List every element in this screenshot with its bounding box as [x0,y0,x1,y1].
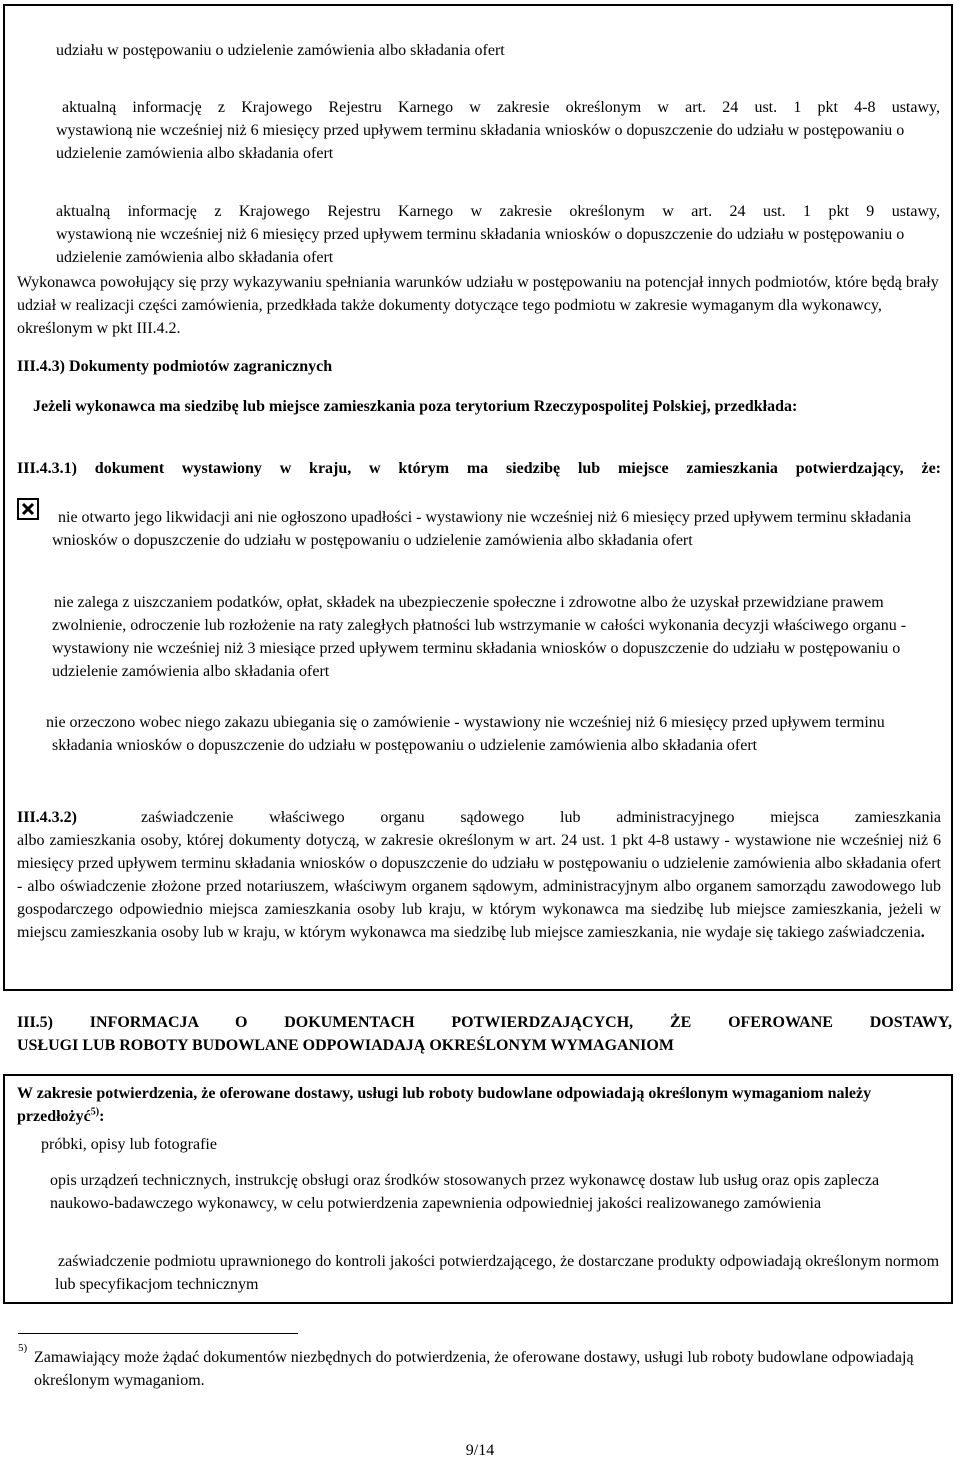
option-quality-certificate: zaświadczenie podmiotu uprawnionego do kontroli jakości potwierdzającego, że dostarczane produkty odpowiadają określonym normom lub specyfikacjom technicznym [55,1253,940,1293]
section-heading-conformity-2: USŁUGI LUB ROBOTY BUDOWLANE ODPOWIADAJĄ OKREŚLONYM WYMAGANIOM [17,1037,674,1054]
subsection-3-2-label: III.4.3.2) [17,809,78,826]
subsection-3-2-text: albo zamieszkania osoby, której dokumenty dotyczą, w zakresie określonym w art. 24 ust. 1 pkt 4-8 ustawy - wystawione nie wcześniej niż 6 miesięcy przed upływem terminu składania wniosków o dopuszczenie do udziału w postępowaniu o udzielenie zamówienia albo składania ofert - albo oświadczenie złożone przed notariuszem, właściwym organem sądowym, administracyjnym albo organem samorządu zawodowego lub gospodarczego odpowiednio miejsca zamieszkania osoby lub kraju, w którym wykonawca ma siedzibę lub miejsce zamieszkania, jeżeli w miejscu zamieszkania osoby lub w kraju, w którym wykonawca ma siedzibę lub miejsce zamieszkania, nie wydaje się takiego zaświadczenia. [17,832,941,941]
subsection-heading-3-1: III.4.3.1) dokument wystawiony w kraju, w którym ma siedzibę lub miejsce zamieszkania potwierdzający, że: [17,460,941,477]
option-samples: próbki, opisy lub fotografie [41,1136,217,1153]
section-heading-foreign: III.4.3) Dokumenty podmiotów zagranicznych [17,358,333,375]
page-number: 9/14 [465,1442,495,1459]
footnote-separator [18,1333,298,1334]
checkmark-x-icon [21,502,35,516]
option-liquidation: nie otwarto jego likwidacji ani nie ogłoszono upadłości - wystawiony nie wcześniej niż 6 miesięcy przed upływem terminu składania wniosków o dopuszczenie do udziału w postępowaniu o udzielenie zamówienia albo składania ofert [52,509,912,549]
krk-item-2-first-line: aktualną informację z Krajowego Rejestru Karnego w zakresie określonym w art. 24 ust. 1 pkt 9 ustawy, [56,203,940,220]
subsection-3-2 [17,806,941,944]
section-heading-conformity-1: III.5) INFORMACJA O DOKUMENTACH POTWIERDZAJĄCYCH, ŻE OFEROWANE DOSTAWY, [17,1014,952,1031]
footnote-mark: 5) [18,1342,28,1354]
checkbox-liquidation[interactable] [17,498,39,520]
continued-line: udziału w postępowaniu o udzielenie zamówienia albo składania ofert [56,42,505,59]
footnote-text: Zamawiający może żądać dokumentów niezbędnych do potwierdzenia, że oferowane dostawy, usługi lub roboty budowlane odpowiadają określonym wymaganiom. [34,1349,914,1389]
subsection-3-2-first-line: zaświadczenie właściwego organu sądowego lub administracyjnego miejsca zamieszkania [141,809,941,826]
option-procurement-ban: nie orzeczono wobec niego zakazu ubiegania się o zamówienie - wystawiony nie wcześniej niż 6 miesięcy przed upływem terminu składania wniosków o dopuszczenie do udziału w postępowaniu o udzielenie zamówienia albo składania ofert [46,714,885,754]
requirements-intro: W zakresie potwierdzenia, że oferowane dostawy, usługi lub roboty budowlane odpowiadają określonym wymaganiom należy przedłożyć$^{5)}$: [17,1085,872,1125]
krk-item-1-text: wystawioną nie wcześniej niż 6 miesięcy przed upływem terminu składania wniosków o dopuszczenie do udziału w postępowaniu o udzielenie zamówienia albo składania ofert [56,122,905,162]
krk-item-2-text: wystawioną nie wcześniej niż 6 miesięcy przed upływem terminu składania wniosków o dopuszczenie do udziału w postępowaniu o udzielenie zamówienia albo składania ofert [56,226,905,266]
foreign-intro: Jeżeli wykonawca ma siedzibę lub miejsce zamieszkania poza terytorium Rzeczypospolitej Polskiej, przedkłada: [33,398,798,415]
other-entities-note: Wykonawca powołujący się przy wykazywaniu spełniania warunków udziału w postępowaniu na potencjał innych podmiotów, które będą brały udział w realizacji części zamówienia, przedkłada także dokumenty dotyczące tego podmiotu w zakresie wymaganym dla wykonawcy, określonym w pkt III.4.2. [17,274,939,337]
option-technical-description: opis urządzeń technicznych, instrukcję obsługi oraz środków stosowanych przez wykonawcę dostaw lub usług oraz opis zaplecza naukowo-badawczego wykonawcy, w celu potwierdzenia zapewnienia odpowiedniej jakości realizowanego zamówienia [50,1172,880,1212]
krk-item-1-first-line: aktualną informację z Krajowego Rejestru Karnego w zakresie określonym w art. 24 ust. 1 pkt 4-8 ustawy, [62,99,940,116]
option-tax-arrears: nie zalega z uiszczaniem podatków, opłat, składek na ubezpieczenie społeczne i zdrowotne albo że uzyskał przewidziane prawem zwolnienie, odroczenie lub rozłożenie na raty zaległych płatności lub wstrzymanie w całości wykonania decyzji właściwego organu - wystawiony nie wcześniej niż 3 miesiące przed upływem terminu składania wniosków o dopuszczenie do udziału w postępowaniu o udzielenie zamówienia albo składania ofert [52,594,907,680]
